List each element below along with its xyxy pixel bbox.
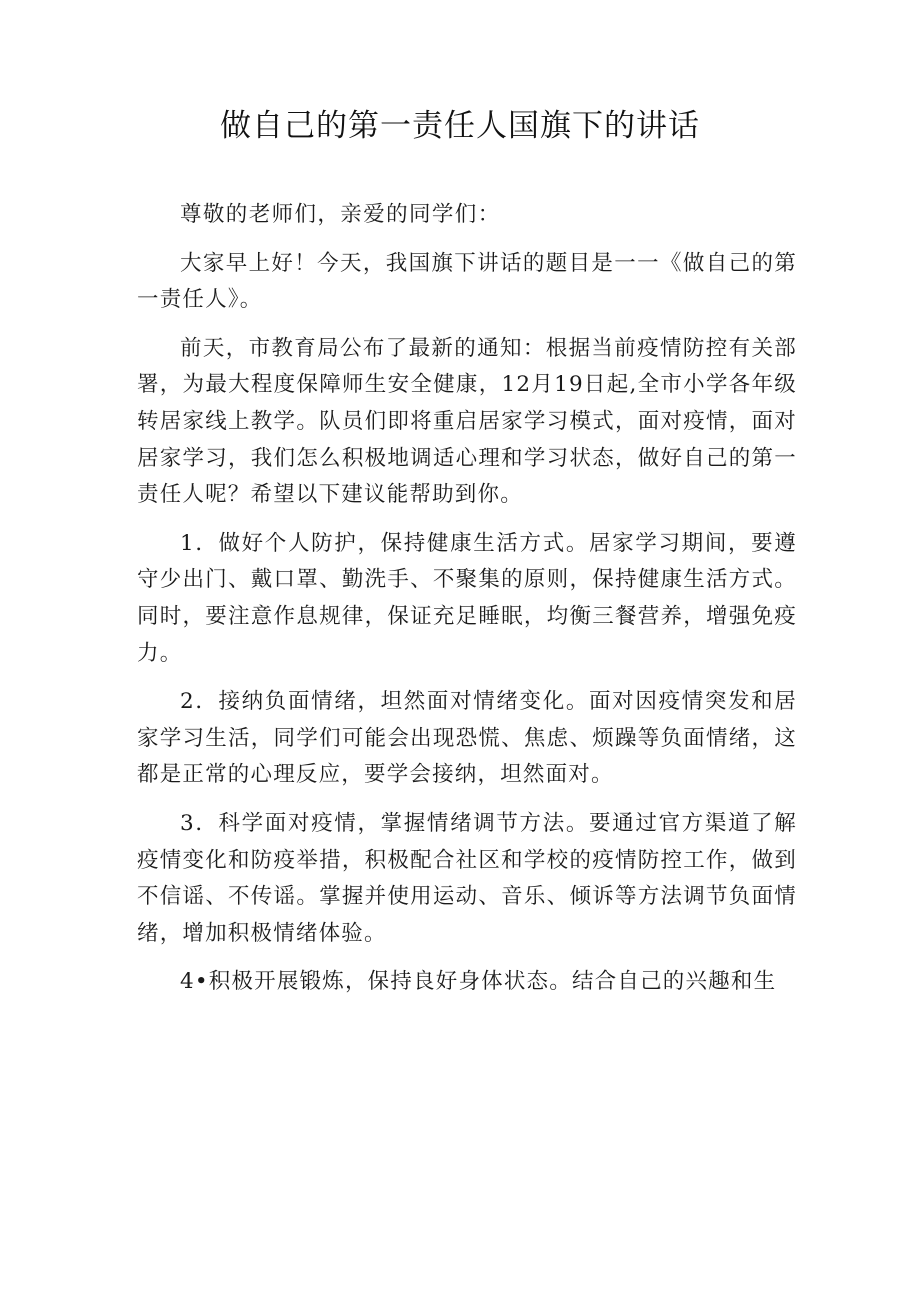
document-body: [137, 197, 797, 1013]
suggestion-1-paragraph: 1．做好个人防护，保持健康生活方式。居家学习期间，要遵守少出门、戴口罩、勤洗手、不聚集的原则，保持健康生活方式。同时，要注意作息规律，保证充足睡眠，均衡三餐营养，增强免疫力。: [137, 530, 797, 666]
notice-paragraph: 前天，市教育局公布了最新的通知：根据当前疫情防控有关部署，为最大程度保障师生安全健康，12月19日起,全市小学各年级转居家线上教学。队员们即将重启居家学习模式，面对疫情，面对居家学习，我们怎么积极地调适心理和学习状态，做好自己的第一责任人呢？希望以下建议能帮助到你。: [137, 335, 797, 508]
greeting-paragraph: 尊敬的老师们，亲爱的同学们：: [180, 202, 501, 227]
suggestion-4-paragraph: 4•积极开展锻炼，保持良好身体状态。结合自己的兴趣和生: [180, 969, 777, 995]
suggestion-3-paragraph: 3．科学面对疫情，掌握情绪调节方法。要通过官方渠道了解疫情变化和防疫举措，积极配合社区和学校的疫情防控工作，做到不信谣、不传谣。掌握并使用运动、音乐、倾诉等方法调节负面情绪，增加积极情绪体验。: [137, 810, 797, 946]
document-title: 做自己的第一责任人国旗下的讲话: [220, 108, 700, 144]
opening-paragraph: 大家早上好！今天，我国旗下讲话的题目是一一《做自己的第一责任人》。: [137, 250, 797, 313]
suggestion-2-paragraph: 2．接纳负面情绪，坦然面对情绪变化。面对因疫情突发和居家学习生活，同学们可能会出现恐慌、焦虑、烦躁等负面情绪，这都是正常的心理反应，要学会接纳，坦然面对。: [137, 689, 797, 788]
